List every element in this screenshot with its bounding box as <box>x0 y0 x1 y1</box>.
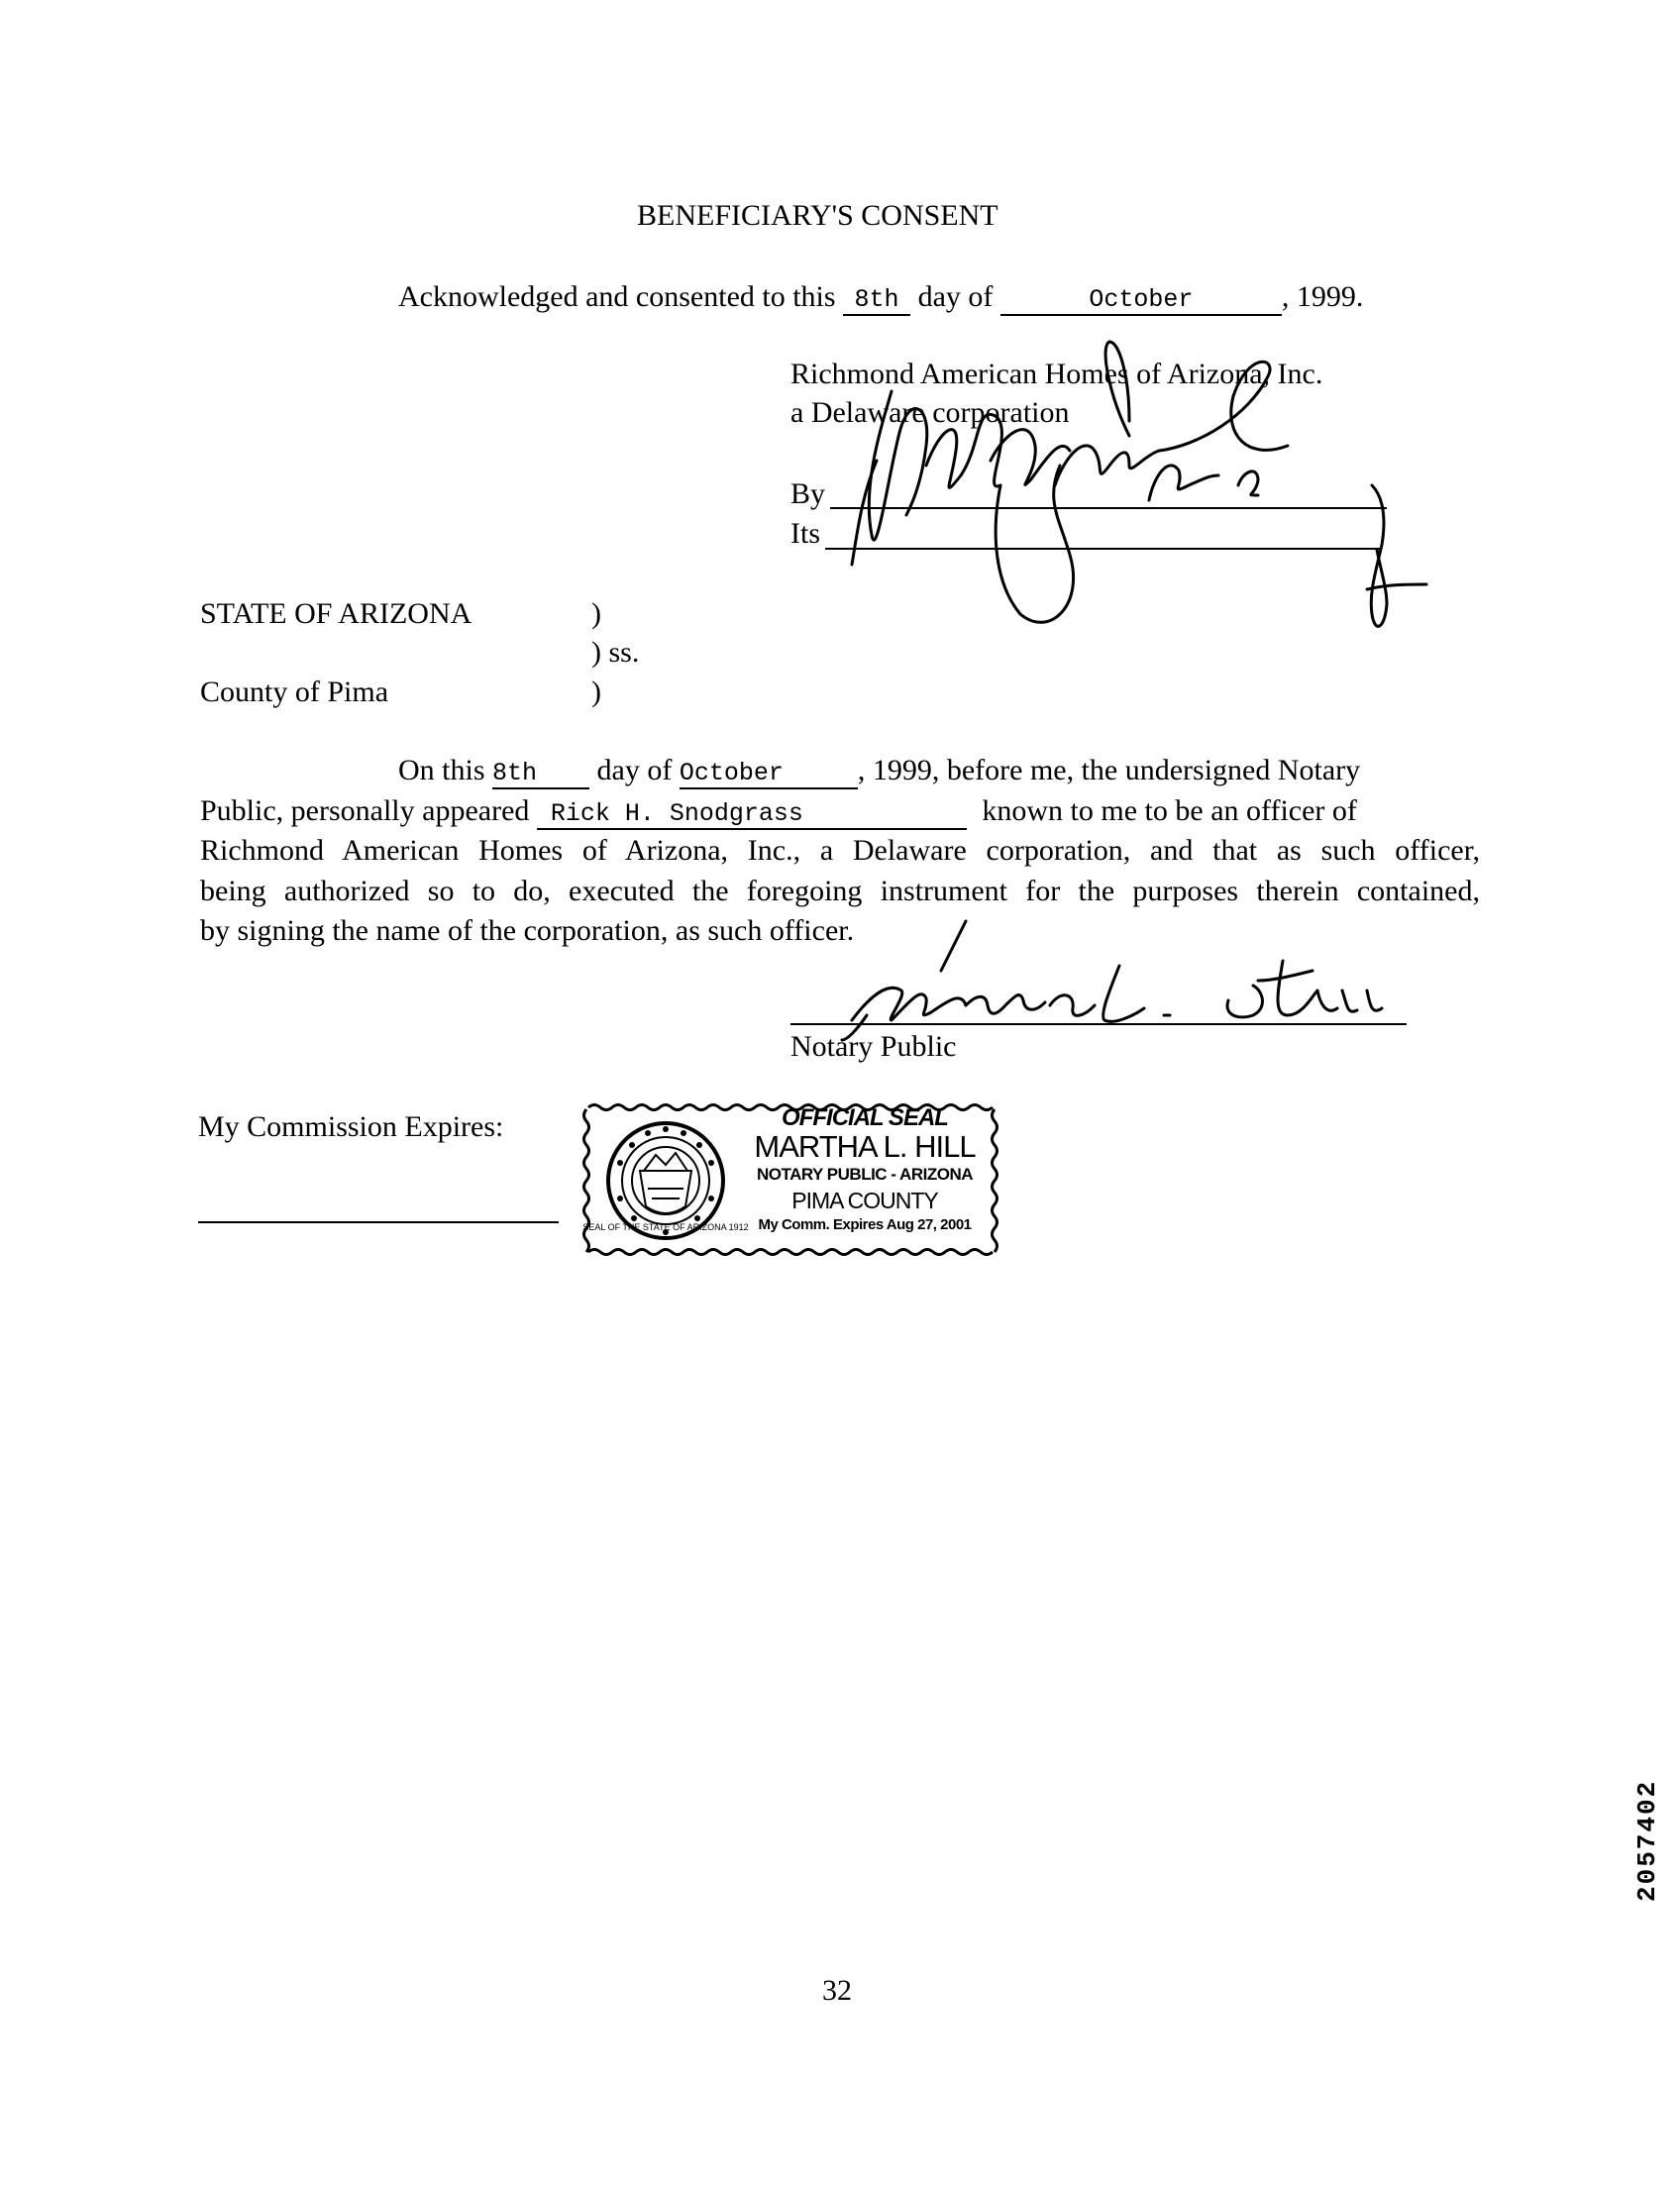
seal-line-1: OFFICIAL SEAL <box>782 1104 948 1131</box>
after-month-text: , 1999, before me, the undersigned Notary <box>857 754 1361 786</box>
seal-line-2: MARTHA L. HILL <box>754 1129 976 1164</box>
acknowledgment-prefix: Acknowledged and consented to this <box>398 280 836 313</box>
venue-paren-bottom: ) <box>591 676 601 708</box>
day-of-text: day of <box>596 754 673 786</box>
on-this-text: On this <box>398 754 485 786</box>
venue-paren-top: ) <box>591 597 601 630</box>
acknowledgment-mid: day of <box>917 280 994 313</box>
margin-recording-code: 2057402 <box>1632 1779 1662 1902</box>
seal-line-5: My Comm. Expires Aug 27, 2001 <box>758 1216 972 1233</box>
notary-day-field: 8th <box>492 760 589 789</box>
its-label: Its <box>790 517 820 550</box>
seal-emblem-text: SEAL OF THE STATE OF ARIZONA 1912 <box>582 1222 749 1232</box>
document-title: BENEFICIARY'S CONSENT <box>637 199 998 232</box>
acknowledgment-day-field: 8th <box>843 286 910 316</box>
officer-signature <box>832 337 1426 664</box>
acknowledgment-line <box>398 279 1363 316</box>
notary-line-5: by signing the name of the corporation, as such officer. <box>200 914 855 947</box>
notary-month-field: October <box>680 760 858 789</box>
seal-line-4: PIMA COUNTY <box>791 1188 938 1213</box>
person-suffix-text: known to me to be an officer of <box>982 793 1357 827</box>
official-seal-stamp <box>578 1099 1002 1260</box>
commission-expiry-line <box>198 1221 559 1223</box>
page-number: 32 <box>822 1974 852 2007</box>
public-prefix-text: Public, personally appeared <box>200 793 530 827</box>
venue-ss: ) ss. <box>591 636 640 669</box>
county-label: County of Pima <box>200 676 389 708</box>
notary-public-label: Notary Public <box>790 1030 957 1063</box>
seal-text-block <box>741 1105 989 1236</box>
acknowledgment-month-field: October <box>1000 286 1282 316</box>
notary-line-2 <box>200 791 1480 832</box>
notary-line-1 <box>200 751 1480 791</box>
company-type: a Delaware corporation <box>790 396 1070 429</box>
seal-line-3: NOTARY PUBLIC - ARIZONA <box>757 1165 973 1184</box>
acknowledgment-year: , 1999. <box>1281 280 1364 313</box>
commission-label: My Commission Expires: <box>198 1110 504 1143</box>
appeared-person-field: Rick H. Snodgrass <box>537 800 967 830</box>
company-name: Richmond American Homes of Arizona, Inc. <box>790 358 1323 390</box>
notary-line-3: Richmond American Homes of Arizona, Inc., a Delaware corporation, and that as such officer, <box>200 834 1480 867</box>
notary-line-4: being authorized so to do, executed the foregoing instrument for the purposes therein contained, <box>200 874 1480 907</box>
by-label: By <box>790 477 826 510</box>
state-seal-emblem <box>582 1123 748 1238</box>
state-label: STATE OF ARIZONA <box>200 597 472 630</box>
